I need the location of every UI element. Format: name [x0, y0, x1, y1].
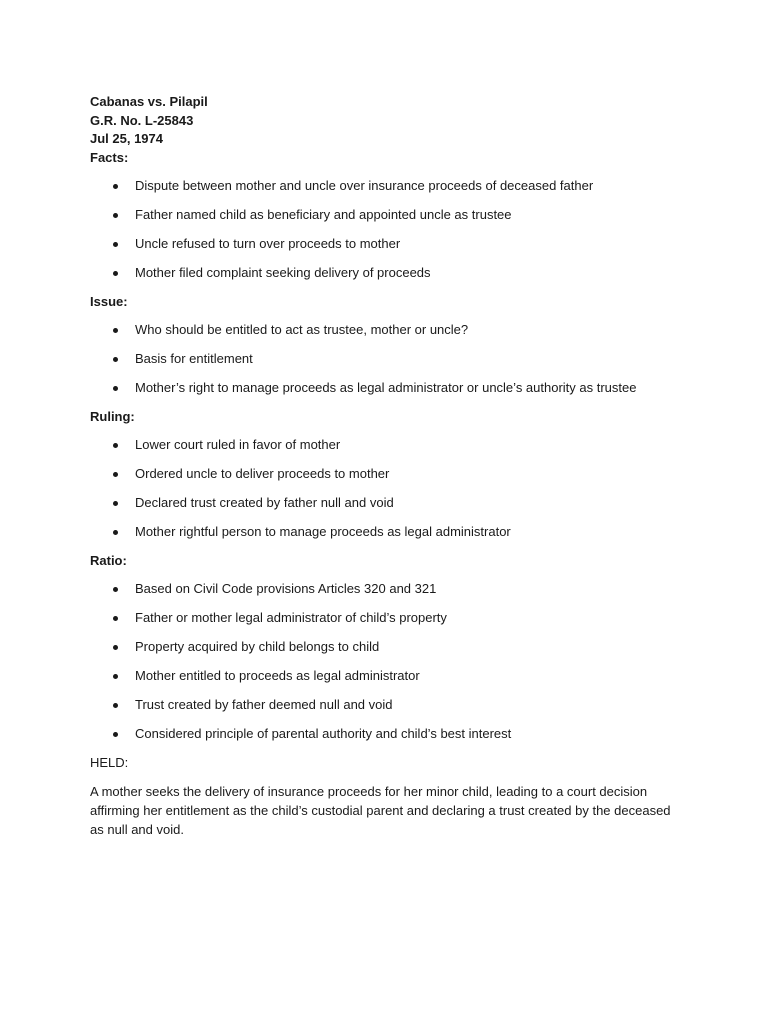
list-item	[90, 350, 680, 368]
bullet-icon	[113, 357, 118, 362]
list-item-text: Lower court ruled in favor of mother	[135, 436, 341, 452]
list-item-text: Based on Civil Code provisions Articles 320 and 321	[135, 580, 437, 596]
list-item	[90, 580, 680, 598]
held-heading: HELD:	[90, 754, 129, 770]
list-item	[90, 638, 680, 656]
list-item	[90, 235, 680, 253]
case-title: Cabanas vs. Pilapil	[90, 94, 208, 109]
list-item	[90, 609, 680, 627]
list-item-text: Dispute between mother and uncle over insurance proceeds of deceased father	[135, 177, 594, 193]
list-item-text: Uncle refused to turn over proceeds to mother	[135, 235, 401, 251]
held-paragraph: A mother seeks the delivery of insurance proceeds for her minor child, leading to a court decision affirming her entitlement as the child’s custodial parent and declaring a trust created by the deceased as null and void.	[90, 783, 671, 837]
bullet-icon	[113, 213, 118, 218]
list-item	[90, 667, 680, 685]
bullet-icon	[113, 732, 118, 737]
list-item-text: Mother’s right to manage proceeds as legal administrator or uncle’s authority as trustee	[135, 379, 637, 395]
list-item-text: Mother entitled to proceeds as legal administrator	[135, 667, 420, 683]
bullet-icon	[113, 184, 118, 189]
list-item-text: Property acquired by child belongs to child	[135, 638, 380, 654]
bullet-icon	[113, 443, 118, 448]
ruling-list	[90, 436, 680, 541]
facts-list	[90, 177, 680, 282]
bullet-icon	[113, 645, 118, 650]
bullet-icon	[113, 271, 118, 276]
list-item-text: Considered principle of parental authority and child’s best interest	[135, 725, 512, 741]
bullet-icon	[113, 501, 118, 506]
bullet-icon	[113, 386, 118, 391]
list-item	[90, 264, 680, 282]
list-item-text: Ordered uncle to deliver proceeds to mother	[135, 465, 390, 481]
bullet-icon	[113, 472, 118, 477]
list-item-text: Father named child as beneficiary and appointed uncle as trustee	[135, 206, 512, 222]
issue-list	[90, 321, 680, 397]
list-item-text: Mother filed complaint seeking delivery of proceeds	[135, 264, 431, 280]
bullet-icon	[113, 242, 118, 247]
list-item	[90, 494, 680, 512]
case-number: G.R. No. L-25843	[90, 112, 194, 128]
list-item-text: Declared trust created by father null and void	[135, 494, 394, 510]
facts-heading: Facts:	[90, 149, 129, 165]
list-item	[90, 321, 680, 339]
ruling-heading: Ruling:	[90, 408, 135, 424]
list-item	[90, 696, 680, 714]
issue-heading: Issue:	[90, 293, 128, 309]
bullet-icon	[113, 530, 118, 535]
list-item	[90, 523, 680, 541]
case-date: Jul 25, 1974	[90, 131, 163, 146]
document-body	[90, 93, 680, 839]
list-item	[90, 379, 680, 397]
list-item-text: Who should be entitled to act as trustee, mother or uncle?	[135, 321, 469, 337]
list-item-text: Trust created by father deemed null and void	[135, 696, 393, 712]
list-item-text: Basis for entitlement	[135, 350, 253, 366]
bullet-icon	[113, 328, 118, 333]
bullet-icon	[113, 587, 118, 592]
list-item-text: Mother rightful person to manage proceeds as legal administrator	[135, 523, 511, 539]
list-item	[90, 465, 680, 483]
list-item	[90, 436, 680, 454]
ratio-list	[90, 580, 680, 743]
list-item-text: Father or mother legal administrator of child’s property	[135, 609, 447, 625]
ratio-heading: Ratio:	[90, 552, 127, 568]
bullet-icon	[113, 674, 118, 679]
bullet-icon	[113, 616, 118, 621]
list-item	[90, 177, 680, 195]
bullet-icon	[113, 703, 118, 708]
list-item	[90, 206, 680, 224]
list-item	[90, 725, 680, 743]
